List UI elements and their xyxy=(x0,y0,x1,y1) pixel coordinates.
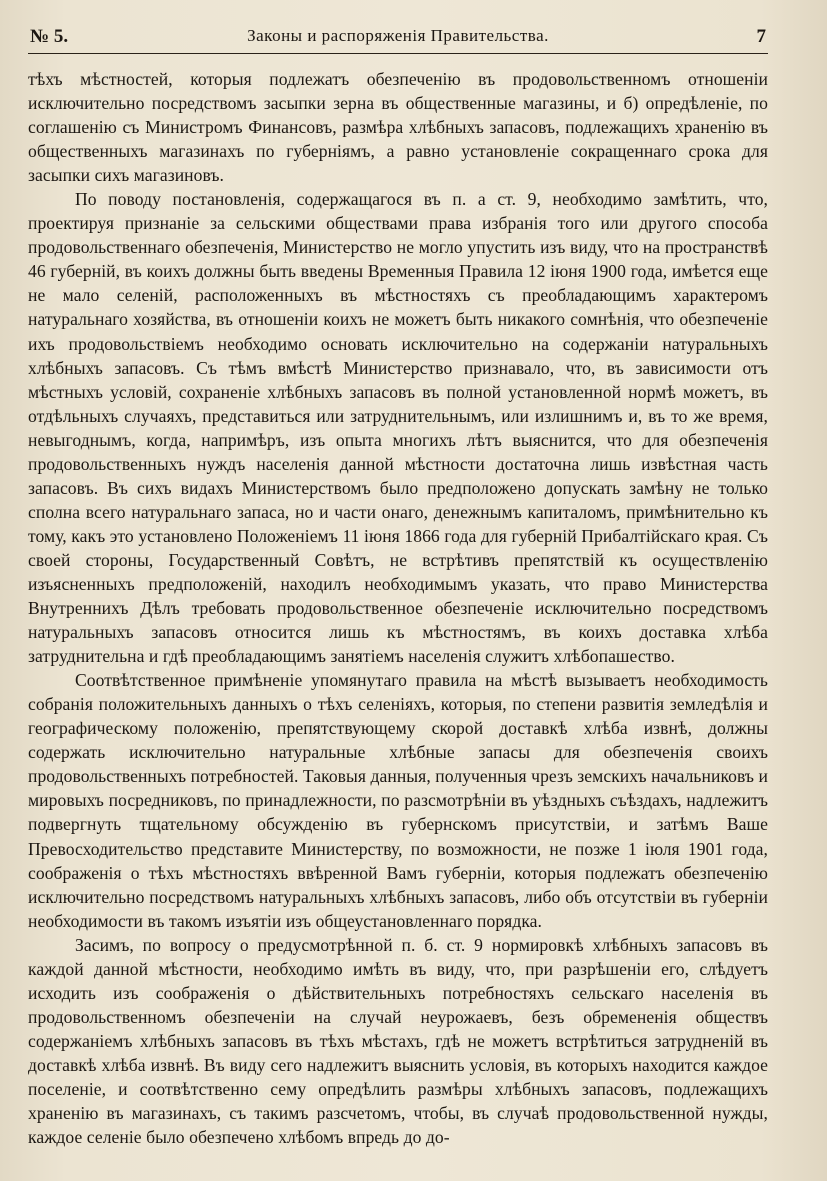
header-rule xyxy=(28,53,768,54)
page-number: 7 xyxy=(756,26,766,47)
page-header xyxy=(30,22,766,52)
running-title: Законы и распоряженія Правительства. xyxy=(247,26,549,45)
body-text xyxy=(28,67,768,1149)
paragraph-4: Засимъ, по вопросу о предусмотрѣнной п. б. ст. 9 нормировкѣ хлѣбныхъ запасовъ въ каждой данной мѣстности, необходимо имѣть въ виду, что, при разрѣшеніи его, слѣдуетъ исходить изъ соображенія о дѣйствительныхъ потребностяхъ сельскаго населенія въ продовольственномъ обезпеченіи на случай неурожаевъ, безъ обремененія обществъ содержаніемъ хлѣбныхъ запасовъ въ тѣхъ мѣстахъ, гдѣ не можетъ встрѣтиться затрудненій въ доставкѣ хлѣба извнѣ. Въ виду сего надлежитъ выяснить условія, въ которыхъ находится каждое поселеніе, и соотвѣтственно сему опредѣлить размѣры хлѣбныхъ запасовъ, подлежащихъ храненію въ магазинахъ, съ такимъ разсчетомъ, чтобы, въ случаѣ продовольственной нужды, каждое селеніе было обезпечено хлѣбомъ впредь до до- xyxy=(28,934,768,1148)
paragraph-2: По поводу постановленія, содержащагося въ п. а ст. 9, необходимо замѣтить, что, проектируя признаніе за сельскими обществами права избранія того или другого способа продовольственнаго обезпеченія, Министерство не могло упустить изъ виду, что на пространствѣ 46 губерній, въ коихъ должны быть введены Временныя Правила 12 іюня 1900 года, имѣется еще не мало селеній, расположенныхъ въ мѣстностяхъ съ преобладающимъ характеромъ натуральнаго хозяйства, въ отношеніи коихъ не можетъ быть никакого сомнѣнія, что обезпеченіе ихъ продовольствіемъ необходимо основать исключительно на содержаніи натуральныхъ хлѣбныхъ запасовъ. Съ тѣмъ вмѣстѣ Министерство признавало, что, въ зависимости отъ мѣстныхъ условій, сохраненіе хлѣбныхъ запасовъ въ полной установленной нормѣ можетъ, въ отдѣльныхъ случаяхъ, представиться или затруднительнымъ, или излишнимъ и, въ то же время, невыгоднымъ, когда, напримѣръ, изъ опыта многихъ лѣтъ выяснится, что для обезпеченія продовольственныхъ нуждъ населенія данной мѣстности достаточна лишь извѣстная часть запасовъ. Въ сихъ видахъ Министерствомъ было предположено допускать замѣну не только сполна всего натуральнаго запаса, но и части онаго, денежнымъ капиталомъ, примѣнительно къ тому, какъ это установлено Положеніемъ 11 іюня 1866 года для губерній Прибалтійскаго края. Съ своей стороны, Государственный Совѣтъ, не встрѣтивъ препятствій къ осуществленію изъясненныхъ предположеній, находилъ необходимымъ указать, что право Министерства Внутреннихъ Дѣлъ требовать продовольственное обезпеченіе исключительно посредствомъ натуральныхъ запасовъ относится лишь къ мѣстностямъ, въ коихъ доставка хлѣба затруднительна и гдѣ преобладающимъ занятіемъ населенія служитъ хлѣбопашество. xyxy=(28,189,768,667)
paragraph-3: Соотвѣтственное примѣненіе упомянутаго правила на мѣстѣ вызываетъ необходимость собранія положительныхъ данныхъ о тѣхъ селеніяхъ, которыя, по степени развитія земледѣлія и географическому положенію, препятствующему скорой доставкѣ хлѣба извнѣ, должны содержать исключительно натуральные хлѣбные запасы для обезпеченія своихъ продовольственныхъ потребностей. Таковыя данныя, полученныя чрезъ земскихъ начальниковъ и мировыхъ посредниковъ, по принадлежности, по разсмотрѣніи въ уѣздныхъ съѣздахъ, надлежитъ подвергнуть тщательному обсужденію въ губернскомъ присутствіи, и затѣмъ Ваше Превосходительство представите Министерству, по возможности, не позже 1 іюля 1901 года, соображенія о тѣхъ мѣстностяхъ ввѣренной Вамъ губерніи, которыя подлежатъ обезпеченію исключительно посредствомъ натуральныхъ хлѣбныхъ запасовъ, либо объ отсутствіи въ губерніи необходимости въ такомъ изъятіи изъ общеустановленнаго порядка. xyxy=(28,670,768,931)
paragraph-1: тѣхъ мѣстностей, которыя подлежатъ обезпеченію въ продовольственномъ отношеніи исключительно посредствомъ засыпки зерна въ общественные магазины, и б) опредѣленіе, по соглашенію съ Министромъ Финансовъ, размѣра хлѣбныхъ запасовъ, подлежащихъ храненію въ общественныхъ магазинахъ по губерніямъ, а равно установленіе сокращеннаго срока для засыпки сихъ магазиновъ. xyxy=(28,69,768,186)
issue-number: № 5. xyxy=(30,26,69,47)
